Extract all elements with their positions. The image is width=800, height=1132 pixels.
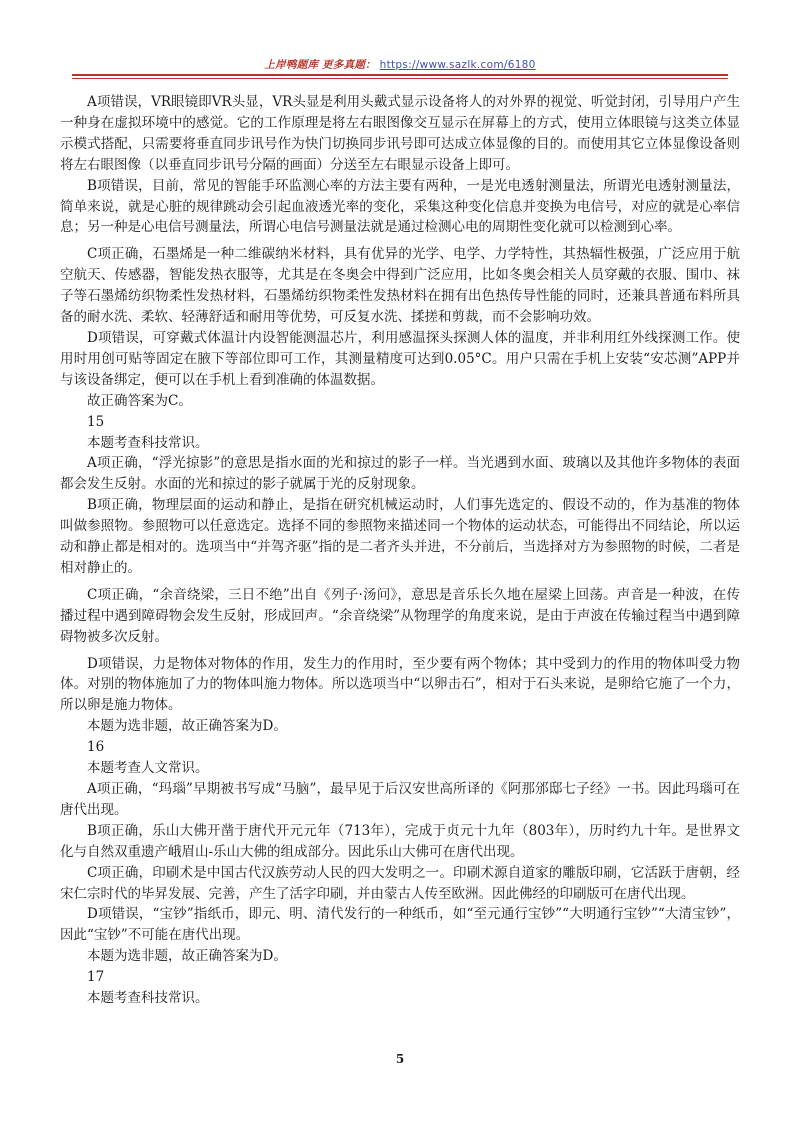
paragraph: D项错误，“宝钞”指纸币，即元、明、清代发行的一种纸币，如“至元通行宝钞”“大明通行宝钞”“大清宝钞”，因此“宝钞”不可能在唐代出现。 bbox=[60, 906, 740, 944]
document-body bbox=[60, 92, 740, 1009]
paragraph: 本题为选非题，故正确答案为D。 bbox=[87, 948, 287, 965]
paragraph: A项正确，“浮光掠影”的意思是指水面的光和掠过的影子一样。当光遇到水面、玻璃以及其他许多物体的表面都会发生反射。水面的光和掠过的影子就属于光的反射现象。 bbox=[60, 455, 740, 493]
paragraph: 本题考查人文常识。 bbox=[87, 760, 209, 777]
paragraph: C项正确，印刷术是中国古代汉族劳动人民的四大发明之一。印刷术源自道家的雕版印刷，它活跃于唐朝，经宋仁宗时代的毕昇发展、完善，产生了活字印刷，并由蒙古人传至欧洲。因此佛经的印刷版可在唐代出现。 bbox=[60, 864, 740, 902]
paragraph: D项错误，力是物体对物体的作用，发生力的作用时，至少要有两个物体；其中受到力的作用的物体叫受力物体。对别的物体施加了力的物体叫施力物体。所以选项当中“以卵击石”，相对于石头来说，是卵给它施了一个力，所以卵是施力物体。 bbox=[60, 655, 740, 714]
paragraph: B项错误，目前，常见的智能手环监测心率的方法主要有两种，一是光电透射测量法，所谓光电透射测量法，简单来说，就是心脏的规律跳动会引起血液透光率的变化，采集这种变化信息并变换为电信号，对应的就是心率信息；另一种是心电信号测量法，所谓心电信号测量法就是通过检测心电的周期性变化就可以检测到心率。 bbox=[60, 177, 740, 236]
more-label: 更多真题： bbox=[321, 59, 376, 71]
paragraph: 本题为选非题，故正确答案为D。 bbox=[87, 718, 287, 735]
paragraph: C项正确，“余音绕梁，三日不绝”出自《列子·汤问》，意思是音乐长久地在屋梁上回荡。声音是一种波，在传播过程中遇到障碍物会发生反射，形成回声。“余音绕梁”从物理学的角度来说，是由于声波在传输过程当中遇到障碍物被多次反射。 bbox=[60, 586, 740, 645]
paragraph: D项错误，可穿戴式体温计内设智能测温芯片，利用感温探头探测人体的温度，并非利用红外线探测工作。使用时用创可贴等固定在腋下等部位即可工作，其测量精度可达到0.05°C。用户只需在手机上安装“安芯测”APP并与该设备绑定，便可以在手机上看到准确的体温数据。 bbox=[60, 329, 740, 388]
paragraph: A项错误，VR眼镜即VR头显，VR头显是利用头戴式显示设备将人的对外界的视觉、听觉封闭，引导用户产生一种身在虚拟环境中的感觉。它的工作原理是将左右眼图像交互显示在屏幕上的方式，使用立体眼镜与这类立体显示模式搭配，只需要将垂直同步讯号作为快门切换同步讯号即可达成立体显像的目的。而使用其它立体显像设备则将左右眼图像（以垂直同步讯号分隔的画面）分送至左右眼显示设备上即可。 bbox=[60, 94, 740, 173]
paragraph: 故正确答案为C。 bbox=[87, 392, 192, 409]
paragraph: B项正确，乐山大佛开凿于唐代开元元年（713年），完成于贞元十九年（803年），历时约九十年。是世界文化与自然双重遗产峨眉山-乐山大佛的组成部分。因此乐山大佛可在唐代出现。 bbox=[60, 822, 740, 860]
site-name: 上岸鸭题库 bbox=[264, 59, 319, 71]
header-link[interactable]: https://www.sazlk.com/6180 bbox=[379, 59, 536, 71]
paragraph: 本题考查科技常识。 bbox=[87, 434, 209, 451]
paragraph: C项正确，石墨烯是一种二维碳纳米材料，具有优异的光学、电学、力学特性，其热辐性极强，广泛应用于航空航天、传感器，智能发热衣服等，尤其是在冬奥会中得到广泛应用，比如冬奥会相关人员穿戴的衣服、围巾、袜子等石墨烯纺织物柔性发热材料，石墨烯纺织物柔性发热材料在拥有出色热传导性能的同时，还兼具普通布料所具备的耐水洗、柔软、轻薄舒适和耐用等优势，可反复水洗、揉搓和剪裁，而不会影响功效。 bbox=[60, 246, 740, 326]
page-number: 5 bbox=[395, 1052, 405, 1066]
header-rule bbox=[72, 74, 728, 76]
paragraph: 15 bbox=[87, 413, 105, 430]
page-header bbox=[0, 57, 800, 72]
paragraph: 17 bbox=[87, 969, 105, 986]
paragraph: 本题考查科技常识。 bbox=[87, 990, 209, 1007]
paragraph: B项正确，物理层面的运动和静止，是指在研究机械运动时，人们事先选定的、假设不动的，作为基准的物体叫做参照物。参照物可以任意选定。选择不同的参照物来描述同一个物体的运动状态，可能得出不同结论，所以运动和静止都是相对的。选项当中“并驾齐驱”指的是二者齐头并进，不分前后，当选择对方为参照物的时候，二者是相对静止的。 bbox=[60, 497, 740, 576]
paragraph: A项正确，“玛瑙”早期被书写成“马脑”，最早见于后汉安世高所译的《阿那邠邸七子经》一书。因此玛瑙可在唐代出现。 bbox=[60, 781, 740, 818]
paragraph: 16 bbox=[87, 739, 105, 756]
header-rule-thin bbox=[72, 78, 728, 79]
